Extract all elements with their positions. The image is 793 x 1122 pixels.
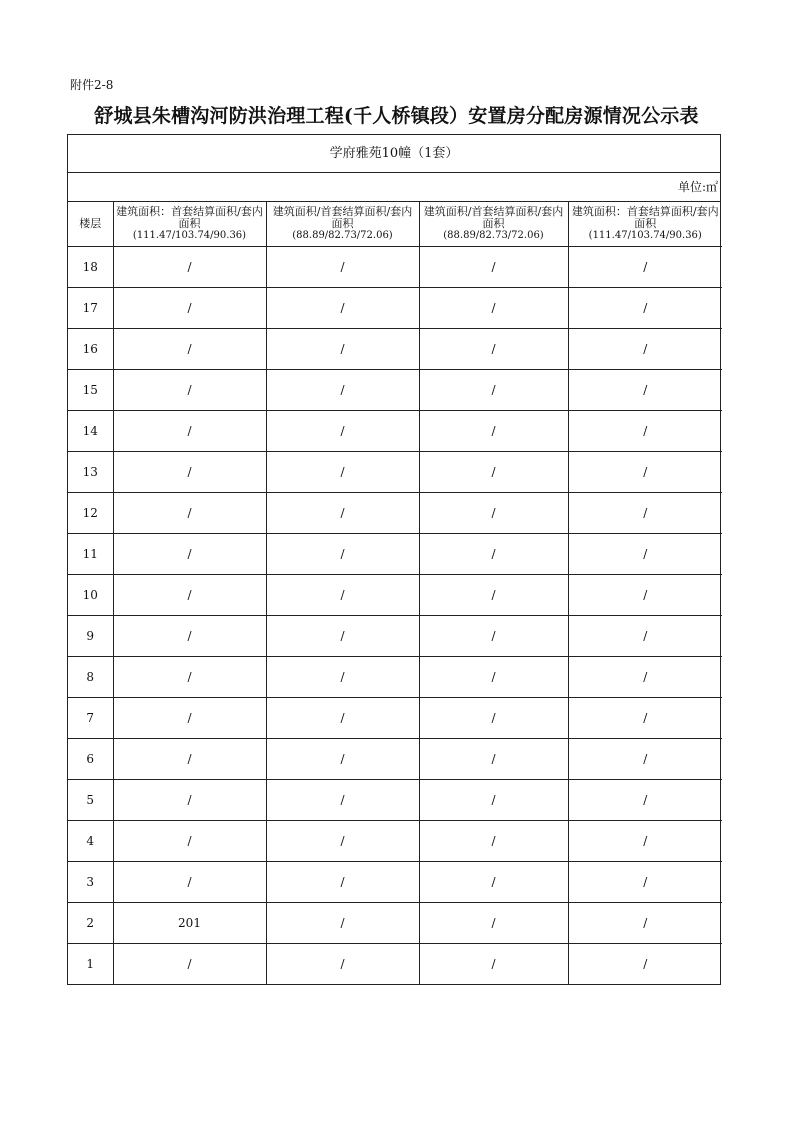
floor-cell: 13 bbox=[68, 452, 113, 493]
unit-cell: / bbox=[266, 493, 419, 534]
unit-cell: / bbox=[568, 944, 722, 985]
column-header bbox=[419, 202, 568, 247]
unit-cell: / bbox=[266, 329, 419, 370]
unit-cell: / bbox=[266, 821, 419, 862]
unit-cell: / bbox=[113, 739, 266, 780]
document-title: 舒城县朱槽沟河防洪治理工程(千人桥镇段）安置房分配房源情况公示表 bbox=[94, 105, 699, 127]
floor-cell: 9 bbox=[68, 616, 113, 657]
column-header-name: 建筑面积/首套结算面积/套内面积 bbox=[272, 205, 413, 230]
floor-cell: 1 bbox=[68, 944, 113, 985]
unit-cell: / bbox=[568, 288, 722, 329]
unit-cell: / bbox=[113, 657, 266, 698]
unit-cell: / bbox=[266, 370, 419, 411]
unit-cell: / bbox=[419, 247, 568, 288]
column-header-name: 建筑面积：首套结算面积/套内面积 bbox=[571, 205, 719, 230]
unit-cell: / bbox=[113, 616, 266, 657]
floor-header: 楼层 bbox=[68, 202, 113, 247]
unit-cell: / bbox=[568, 534, 722, 575]
unit-cell: / bbox=[266, 247, 419, 288]
unit-label: 单位:㎡ bbox=[68, 173, 720, 202]
unit-cell: / bbox=[419, 616, 568, 657]
unit-cell: / bbox=[113, 944, 266, 985]
floor-cell: 4 bbox=[68, 821, 113, 862]
unit-cell: / bbox=[419, 821, 568, 862]
unit-cell: / bbox=[568, 493, 722, 534]
unit-cell: / bbox=[266, 452, 419, 493]
table-row bbox=[68, 657, 722, 698]
table-body bbox=[68, 247, 722, 985]
unit-cell: / bbox=[266, 575, 419, 616]
unit-cell: / bbox=[266, 698, 419, 739]
unit-cell: / bbox=[419, 739, 568, 780]
unit-cell: / bbox=[419, 411, 568, 452]
unit-cell: / bbox=[113, 452, 266, 493]
table-header-row bbox=[68, 202, 722, 247]
unit-cell: / bbox=[266, 616, 419, 657]
table-row bbox=[68, 944, 722, 985]
unit-cell: / bbox=[568, 452, 722, 493]
floor-cell: 16 bbox=[68, 329, 113, 370]
unit-cell: / bbox=[113, 862, 266, 903]
floor-cell: 7 bbox=[68, 698, 113, 739]
unit-cell: / bbox=[419, 944, 568, 985]
table-row bbox=[68, 821, 722, 862]
unit-cell: / bbox=[266, 944, 419, 985]
unit-cell: / bbox=[113, 534, 266, 575]
column-header-dims: (88.89/82.73/72.06) bbox=[292, 230, 393, 241]
project-name: 学府雅苑10幢（1套） bbox=[68, 135, 720, 173]
unit-cell: / bbox=[568, 698, 722, 739]
column-header-dims: (111.47/103.74/90.36) bbox=[132, 230, 247, 241]
unit-cell: / bbox=[113, 821, 266, 862]
unit-cell: / bbox=[419, 657, 568, 698]
unit-cell: / bbox=[419, 780, 568, 821]
unit-cell: / bbox=[266, 411, 419, 452]
floor-cell: 3 bbox=[68, 862, 113, 903]
unit-cell: / bbox=[568, 780, 722, 821]
column-header-name: 建筑面积：首套结算面积/套内面积 bbox=[116, 205, 263, 230]
floor-cell: 17 bbox=[68, 288, 113, 329]
unit-cell: / bbox=[266, 862, 419, 903]
floor-cell: 11 bbox=[68, 534, 113, 575]
unit-cell: / bbox=[266, 780, 419, 821]
unit-cell: / bbox=[419, 903, 568, 944]
table-row bbox=[68, 780, 722, 821]
unit-cell: / bbox=[568, 329, 722, 370]
table-row bbox=[68, 247, 722, 288]
table-row bbox=[68, 862, 722, 903]
column-header bbox=[113, 202, 266, 247]
table-row bbox=[68, 903, 722, 944]
table-row bbox=[68, 616, 722, 657]
unit-cell: 201 bbox=[113, 903, 266, 944]
column-header-dims: (111.47/103.74/90.36) bbox=[588, 230, 702, 241]
unit-cell: / bbox=[419, 493, 568, 534]
unit-cell: / bbox=[568, 903, 722, 944]
unit-cell: / bbox=[419, 329, 568, 370]
unit-cell: / bbox=[113, 329, 266, 370]
unit-cell: / bbox=[266, 739, 419, 780]
floor-cell: 2 bbox=[68, 903, 113, 944]
table-row bbox=[68, 739, 722, 780]
unit-cell: / bbox=[113, 288, 266, 329]
unit-cell: / bbox=[419, 534, 568, 575]
unit-cell: / bbox=[419, 575, 568, 616]
floor-cell: 5 bbox=[68, 780, 113, 821]
unit-cell: / bbox=[568, 821, 722, 862]
unit-cell: / bbox=[266, 534, 419, 575]
unit-cell: / bbox=[113, 780, 266, 821]
unit-cell: / bbox=[113, 698, 266, 739]
floor-cell: 6 bbox=[68, 739, 113, 780]
column-header bbox=[568, 202, 722, 247]
housing-table bbox=[68, 202, 722, 984]
unit-cell: / bbox=[419, 862, 568, 903]
unit-cell: / bbox=[113, 493, 266, 534]
table-row bbox=[68, 452, 722, 493]
unit-cell: / bbox=[419, 698, 568, 739]
table-row bbox=[68, 493, 722, 534]
table-row bbox=[68, 698, 722, 739]
table-row bbox=[68, 329, 722, 370]
unit-cell: / bbox=[419, 452, 568, 493]
unit-cell: / bbox=[568, 247, 722, 288]
column-header-name: 建筑面积/首套结算面积/套内面积 bbox=[423, 205, 564, 230]
floor-cell: 12 bbox=[68, 493, 113, 534]
unit-cell: / bbox=[266, 288, 419, 329]
allocation-sheet bbox=[67, 134, 721, 985]
unit-cell: / bbox=[113, 247, 266, 288]
column-header bbox=[266, 202, 419, 247]
unit-cell: / bbox=[568, 370, 722, 411]
unit-cell: / bbox=[568, 575, 722, 616]
unit-cell: / bbox=[419, 288, 568, 329]
table-row bbox=[68, 288, 722, 329]
floor-cell: 14 bbox=[68, 411, 113, 452]
unit-cell: / bbox=[568, 657, 722, 698]
unit-cell: / bbox=[568, 739, 722, 780]
floor-cell: 18 bbox=[68, 247, 113, 288]
unit-cell: / bbox=[568, 411, 722, 452]
attachment-label: 附件2-8 bbox=[70, 78, 114, 92]
unit-cell: / bbox=[113, 411, 266, 452]
table-row bbox=[68, 411, 722, 452]
floor-cell: 15 bbox=[68, 370, 113, 411]
table-row bbox=[68, 534, 722, 575]
unit-cell: / bbox=[568, 862, 722, 903]
unit-cell: / bbox=[113, 370, 266, 411]
unit-cell: / bbox=[266, 903, 419, 944]
table-row bbox=[68, 575, 722, 616]
unit-cell: / bbox=[419, 370, 568, 411]
table-row bbox=[68, 370, 722, 411]
floor-cell: 8 bbox=[68, 657, 113, 698]
unit-cell: / bbox=[266, 657, 419, 698]
unit-cell: / bbox=[568, 616, 722, 657]
floor-cell: 10 bbox=[68, 575, 113, 616]
unit-cell: / bbox=[113, 575, 266, 616]
column-header-dims: (88.89/82.73/72.06) bbox=[443, 230, 544, 241]
